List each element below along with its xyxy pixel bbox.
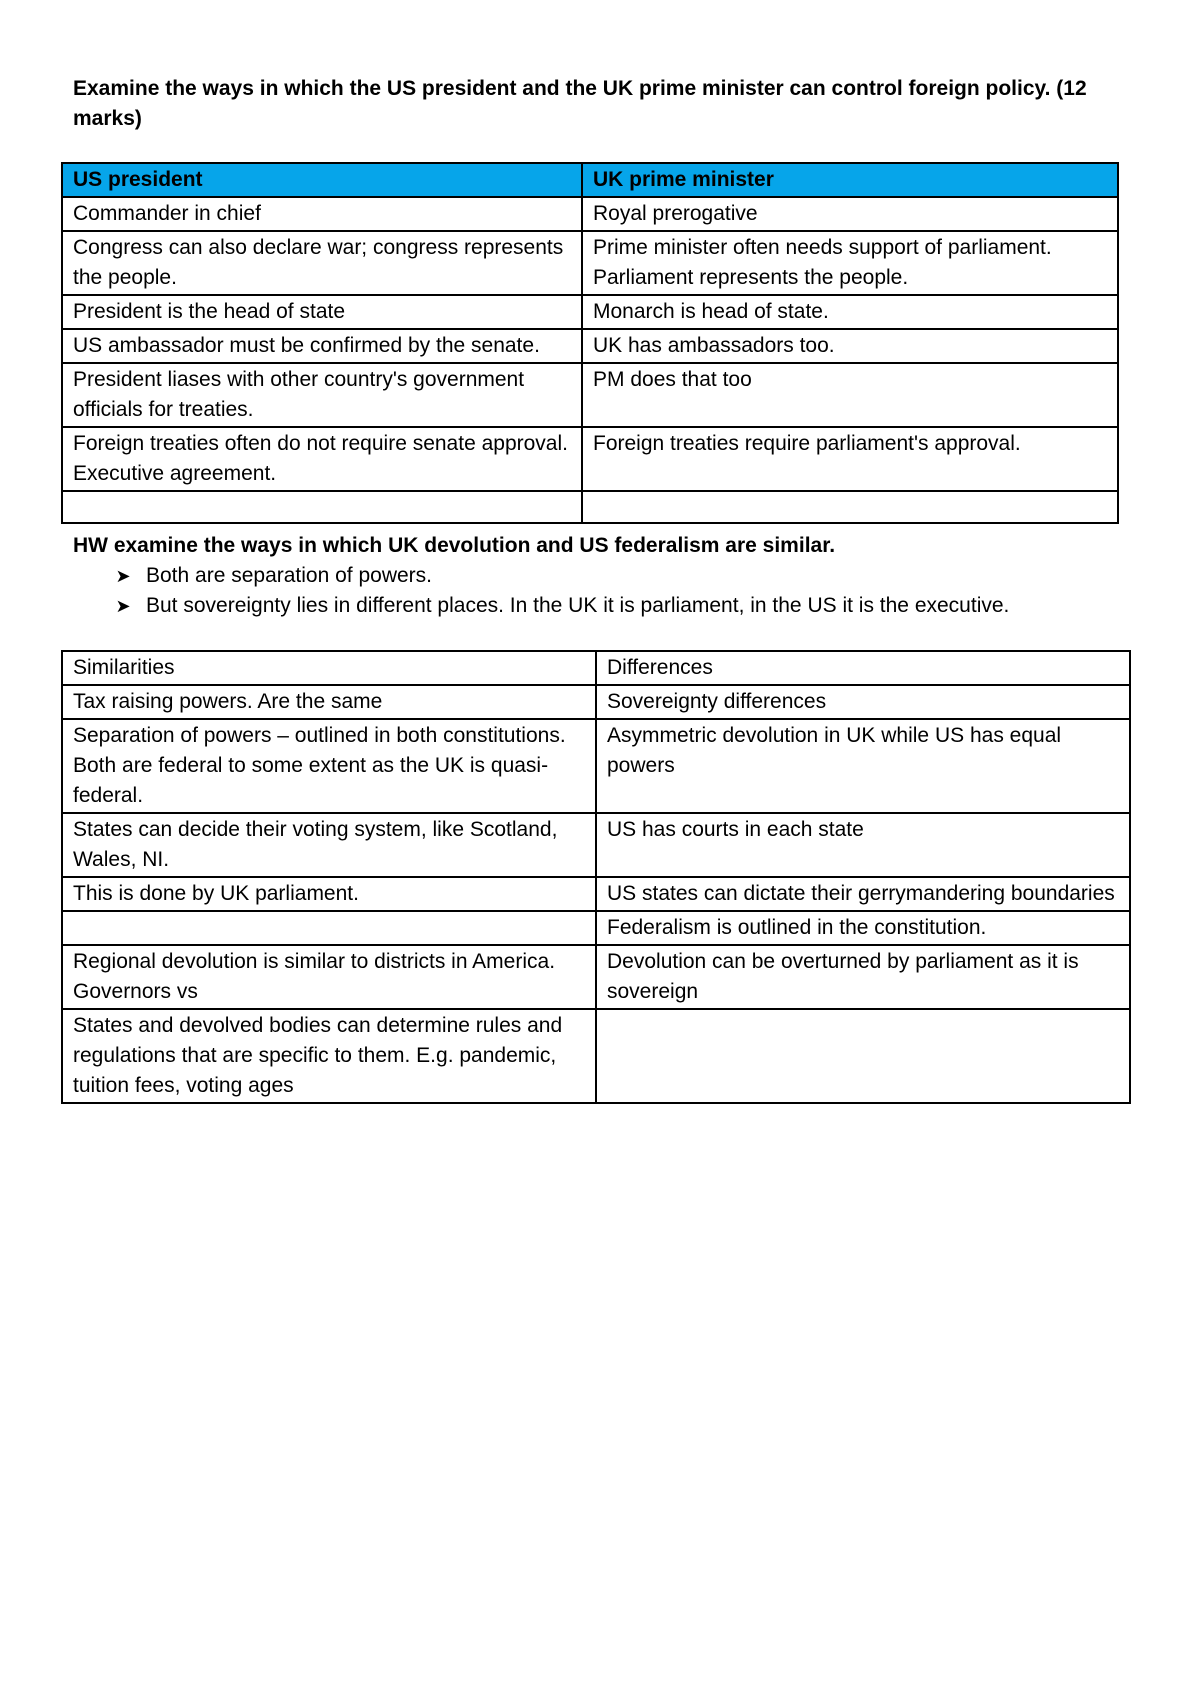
table-cell: Tax raising powers. Are the same bbox=[62, 685, 596, 719]
table-cell: Foreign treaties often do not require senate approval. Executive agreement. bbox=[62, 427, 582, 491]
arrow-bullet-icon: ➤ bbox=[115, 596, 131, 616]
table-header-row bbox=[62, 651, 1130, 685]
table-cell bbox=[582, 491, 1118, 523]
header-differences: Differences bbox=[596, 651, 1130, 685]
homework-title: HW examine the ways in which UK devolution and US federalism are similar. bbox=[73, 534, 836, 557]
table-cell: US states can dictate their gerrymandering boundaries bbox=[596, 877, 1130, 911]
table-cell bbox=[596, 1009, 1130, 1103]
table-cell: US ambassador must be confirmed by the senate. bbox=[62, 329, 582, 363]
foreign-policy-table bbox=[61, 162, 1119, 524]
table-cell: Sovereignty differences bbox=[596, 685, 1130, 719]
list-item-text: But sovereignty lies in different places. In the UK it is parliament, in the US it is the executive. bbox=[146, 594, 1010, 617]
table-cell: Royal prerogative bbox=[582, 197, 1118, 231]
list-item-text: Both are separation of powers. bbox=[146, 564, 433, 587]
table-cell: Prime minister often needs support of parliament. Parliament represents the people. bbox=[582, 231, 1118, 295]
table-cell: Commander in chief bbox=[62, 197, 582, 231]
table-cell: PM does that too bbox=[582, 363, 1118, 427]
table-cell: States and devolved bodies can determine rules and regulations that are specific to them. E.g. pandemic, tuition fees, voting ages bbox=[62, 1009, 596, 1103]
question-title: Examine the ways in which the US president and the UK prime minister can control foreign policy. (12 marks) bbox=[73, 77, 1087, 130]
homework-bullet-list bbox=[73, 561, 1133, 621]
table-cell: Congress can also declare war; congress represents the people. bbox=[62, 231, 582, 295]
list-item bbox=[73, 561, 1133, 591]
table-row bbox=[62, 427, 1118, 491]
table-cell: Regional devolution is similar to districts in America. Governors vs bbox=[62, 945, 596, 1009]
table-row bbox=[62, 719, 1130, 813]
homework-section bbox=[73, 531, 1133, 621]
table-cell bbox=[62, 911, 596, 945]
devolution-federalism-table bbox=[61, 650, 1131, 1104]
table-cell: Devolution can be overturned by parliament as it is sovereign bbox=[596, 945, 1130, 1009]
table-cell bbox=[62, 491, 582, 523]
table-row bbox=[62, 1009, 1130, 1103]
table-cell: Foreign treaties require parliament's approval. bbox=[582, 427, 1118, 491]
table-cell: President is the head of state bbox=[62, 295, 582, 329]
table-row bbox=[62, 945, 1130, 1009]
table-cell: Federalism is outlined in the constitution. bbox=[596, 911, 1130, 945]
list-item bbox=[73, 591, 1133, 621]
table-row bbox=[62, 329, 1118, 363]
table-cell: Asymmetric devolution in UK while US has equal powers bbox=[596, 719, 1130, 813]
table-cell: UK has ambassadors too. bbox=[582, 329, 1118, 363]
header-us-president: US president bbox=[62, 163, 582, 197]
table-row bbox=[62, 813, 1130, 877]
table-cell: President liases with other country's government officials for treaties. bbox=[62, 363, 582, 427]
table-row bbox=[62, 877, 1130, 911]
header-uk-prime-minister: UK prime minister bbox=[582, 163, 1118, 197]
table-header-row bbox=[62, 163, 1118, 197]
table-row bbox=[62, 295, 1118, 329]
table-row bbox=[62, 685, 1130, 719]
arrow-bullet-icon: ➤ bbox=[115, 566, 131, 586]
table-row bbox=[62, 197, 1118, 231]
table-row bbox=[62, 911, 1130, 945]
table-cell: Monarch is head of state. bbox=[582, 295, 1118, 329]
table-row-empty bbox=[62, 491, 1118, 523]
table-cell: This is done by UK parliament. bbox=[62, 877, 596, 911]
header-similarities: Similarities bbox=[62, 651, 596, 685]
table-row bbox=[62, 363, 1118, 427]
table-cell: Separation of powers – outlined in both constitutions. Both are federal to some extent as the UK is quasi-federal. bbox=[62, 719, 596, 813]
table-row bbox=[62, 231, 1118, 295]
table-cell: US has courts in each state bbox=[596, 813, 1130, 877]
table-cell: States can decide their voting system, like Scotland, Wales, NI. bbox=[62, 813, 596, 877]
